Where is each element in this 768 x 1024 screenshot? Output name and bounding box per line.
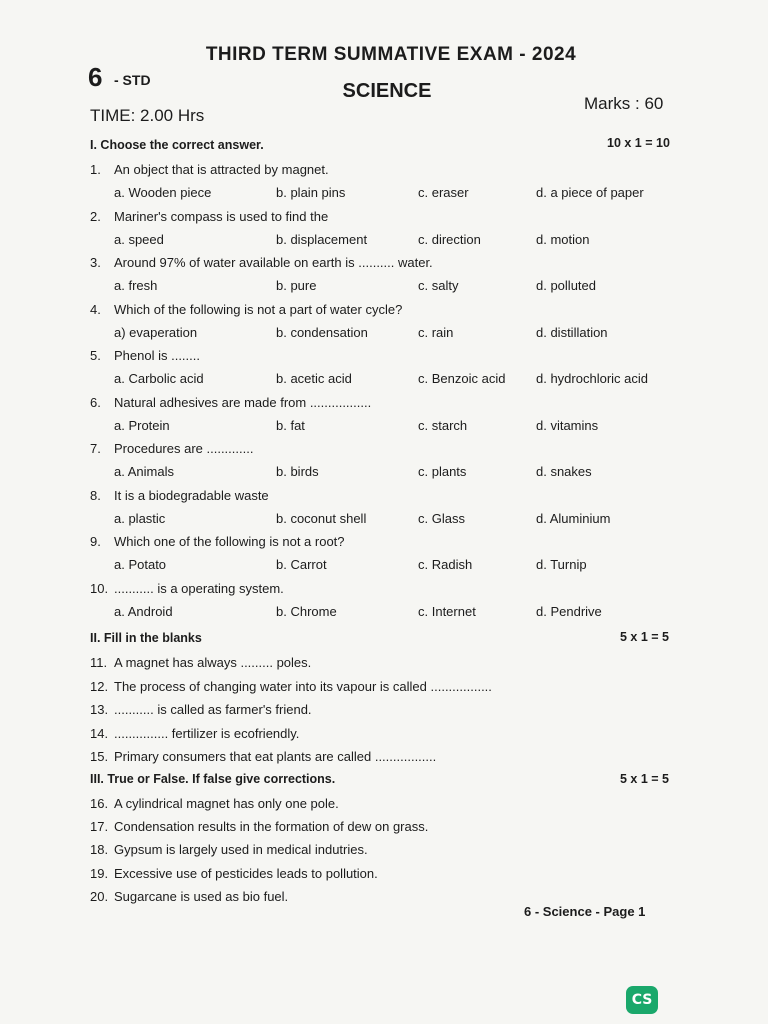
mcq-question — [90, 488, 269, 503]
section-1-title: I. Choose the correct answer. — [90, 138, 264, 152]
question-number: 11. — [90, 655, 108, 670]
answer-option: a) evaperation — [114, 324, 198, 340]
question-item — [90, 866, 378, 881]
mcq-question — [90, 348, 200, 363]
question-item — [90, 655, 311, 670]
answer-option: a. Wooden piece — [114, 185, 212, 200]
subject-title: SCIENCE — [342, 80, 432, 102]
mcq-question — [90, 255, 433, 270]
exam-title: THIRD TERM SUMMATIVE EXAM - 2024 — [205, 44, 577, 65]
question-number: 9. — [90, 534, 101, 549]
question-number: 1. — [90, 162, 101, 177]
question-text: Sugarcane is used as bio fuel. — [114, 888, 289, 904]
question-text: ........... is called as farmer's friend. — [114, 702, 312, 717]
question-text: Mariner's compass is used to find the — [114, 208, 329, 224]
answer-option: a. Animals — [114, 464, 174, 479]
section-1-marks: 10 x 1 = 10 — [607, 136, 670, 150]
answer-option: b. Chrome — [276, 603, 337, 619]
answer-option: c. Radish — [418, 557, 473, 572]
question-number: 17. — [90, 819, 109, 835]
question-text: It is a biodegradable waste — [114, 487, 269, 503]
answer-option: b. displacement — [276, 231, 368, 247]
answer-option: c. Benzoic acid — [418, 371, 506, 386]
answer-option: d. a piece of paper — [536, 185, 644, 200]
answer-option: d. Pendrive — [536, 603, 602, 619]
question-number: 13. — [90, 702, 109, 717]
question-number: 2. — [90, 208, 101, 224]
section-3-marks: 5 x 1 = 5 — [620, 772, 669, 786]
question-number: 19. — [90, 865, 109, 881]
answer-option: d. Aluminium — [536, 510, 611, 526]
answer-option: a. fresh — [114, 278, 158, 293]
answer-option: d. Turnip — [536, 557, 587, 572]
answer-option: a. Protein — [114, 417, 170, 433]
question-item — [90, 749, 436, 764]
question-item — [90, 889, 288, 904]
question-text: ............... fertilizer is ecofriendly. — [114, 725, 300, 741]
section-2-marks: 5 x 1 = 5 — [620, 630, 669, 644]
answer-option: c. plants — [418, 464, 467, 479]
answer-option: d. vitamins — [536, 417, 599, 433]
answer-option: b. coconut shell — [276, 510, 367, 526]
question-number: 14. — [90, 725, 109, 741]
question-number: 16. — [90, 796, 109, 811]
total-marks: Marks : 60 — [584, 94, 664, 113]
answer-option: a. Carbolic acid — [114, 371, 204, 386]
answer-option: c. starch — [418, 417, 468, 433]
question-item — [90, 842, 368, 857]
question-item — [90, 679, 492, 694]
answer-option: d. polluted — [536, 278, 596, 293]
mcq-question — [90, 441, 253, 456]
page-footer: 6 - Science - Page 1 — [524, 904, 646, 919]
section-2-title: II. Fill in the blanks — [90, 631, 202, 645]
answer-option: d. motion — [536, 231, 590, 247]
question-number: 8. — [90, 487, 101, 503]
question-text: Procedures are ............. — [114, 441, 254, 456]
answer-option: c. salty — [418, 278, 459, 293]
answer-option: b. acetic acid — [276, 371, 352, 386]
question-number: 6. — [90, 394, 101, 410]
answer-option: c. eraser — [418, 185, 469, 200]
section-3-title: III. True or False. If false give corrections. — [90, 772, 336, 786]
answer-option: a. Android — [114, 603, 173, 619]
question-number: 5. — [90, 348, 101, 363]
answer-option: b. fat — [276, 417, 305, 433]
answer-option: b. pure — [276, 278, 317, 293]
question-text: ........... is a operating system. — [114, 580, 284, 596]
answer-option: d. hydrochloric acid — [536, 371, 648, 386]
question-text: The process of changing water into its vapour is called ................. — [114, 678, 492, 694]
question-item — [90, 819, 428, 834]
question-text: Gypsum is largely used in medical indutries. — [114, 842, 368, 858]
question-text: A magnet has always ......... poles. — [114, 655, 312, 670]
question-number: 10. — [90, 580, 109, 596]
question-text: Primary consumers that eat plants are called ................. — [114, 749, 437, 764]
answer-option: b. condensation — [276, 324, 368, 340]
question-text: Which of the following is not a part of water cycle? — [114, 301, 403, 317]
question-number: 15. — [90, 749, 109, 764]
std-number: 6 — [88, 62, 103, 92]
answer-option: b. plain pins — [276, 185, 346, 200]
question-number: 12. — [90, 678, 109, 694]
question-number: 7. — [90, 441, 101, 456]
answer-option: a. Potato — [114, 557, 167, 572]
question-text: A cylindrical magnet has only one pole. — [114, 796, 339, 811]
answer-option: c. rain — [418, 324, 454, 340]
answer-option: d. snakes — [536, 464, 592, 479]
answer-option: c. direction — [418, 231, 481, 247]
answer-option: a. plastic — [114, 510, 166, 526]
std-label: - STD — [114, 72, 151, 88]
answer-option: c. Glass — [418, 510, 465, 526]
question-item — [90, 702, 312, 717]
question-item — [90, 796, 339, 811]
answer-option: a. speed — [114, 231, 164, 247]
question-number: 20. — [90, 888, 109, 904]
question-text: Which one of the following is not a root? — [114, 534, 345, 549]
question-text: Phenol is ........ — [114, 348, 200, 363]
exam-time: TIME: 2.00 Hrs — [90, 106, 205, 125]
mcq-question — [90, 395, 371, 410]
camscanner-logo: CS — [626, 986, 658, 1014]
mcq-question — [90, 162, 329, 177]
answer-option: c. Internet — [418, 603, 476, 619]
answer-option: b. birds — [276, 464, 319, 479]
question-text: Condensation results in the formation of dew on grass. — [114, 819, 429, 835]
question-number: 3. — [90, 255, 101, 270]
answer-option: b. Carrot — [276, 557, 327, 572]
question-text: Excessive use of pesticides leads to pollution. — [114, 865, 378, 881]
question-text: Around 97% of water available on earth is .......... water. — [114, 255, 433, 270]
question-item — [90, 726, 299, 741]
mcq-question — [90, 302, 402, 317]
question-text: Natural adhesives are made from ................. — [114, 394, 372, 410]
answer-option: d. distillation — [536, 324, 608, 340]
question-number: 4. — [90, 301, 101, 317]
question-number: 18. — [90, 842, 109, 858]
mcq-question — [90, 209, 328, 224]
question-text: An object that is attracted by magnet. — [114, 162, 329, 177]
mcq-question — [90, 581, 284, 596]
mcq-question — [90, 534, 345, 549]
